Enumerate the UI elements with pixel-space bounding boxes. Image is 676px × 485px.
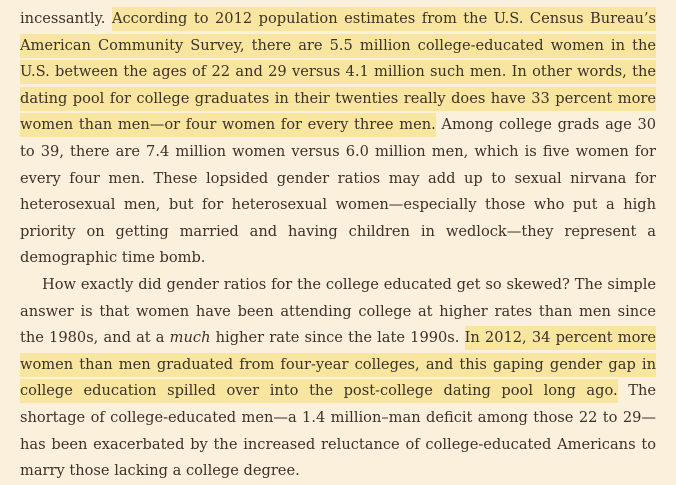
- text-segment: How exactly did gender ratios for the college educated get so skewed? The simple answer is that women have been attending college at higher rates than men since the 1980s, and at a: [20, 275, 656, 347]
- text-segment: incessantly.: [20, 10, 112, 27]
- italic-emphasis: much: [169, 329, 211, 347]
- text-segment: higher rate since the late 1990s.: [210, 329, 465, 347]
- highlight-passage[interactable]: In 2012, 34 percent more women than men graduated from four-year colleges, and this gaping gender gap in college education spilled over into the post-college dating pool long ago.: [20, 326, 656, 403]
- paragraph-1: [20, 6, 656, 272]
- text-segment: The shortage of college-educated men—a 1.4 million–man deficit among those 22 to 29—has been exacerbated by the increased reluctance of college-educated Americans to marry those lacking a college degree.: [20, 382, 656, 480]
- text-segment: Among college grads age 30 to 39, there are 7.4 million women versus 6.0 million men, which is five women for every four men. These lopsided gender ratios may add up to sexual nirvana for heterosexual men, but for heterosexual women—especially those who put a high priority on getting married and having children in wedlock—they represent a demographic time bomb.: [20, 116, 657, 267]
- paragraph-2: [20, 272, 656, 485]
- highlight-passage[interactable]: According to 2012 population estimates from the U.S. Census Bureau’s American Community Survey, there are 5.5 million college-educated women in the U.S. between the ages of 22 and 29 versus 4.1 million such men. In other words, the dating pool for college graduates in their twenties really does have 33 percent more women than men—or four women for every three men.: [20, 7, 656, 137]
